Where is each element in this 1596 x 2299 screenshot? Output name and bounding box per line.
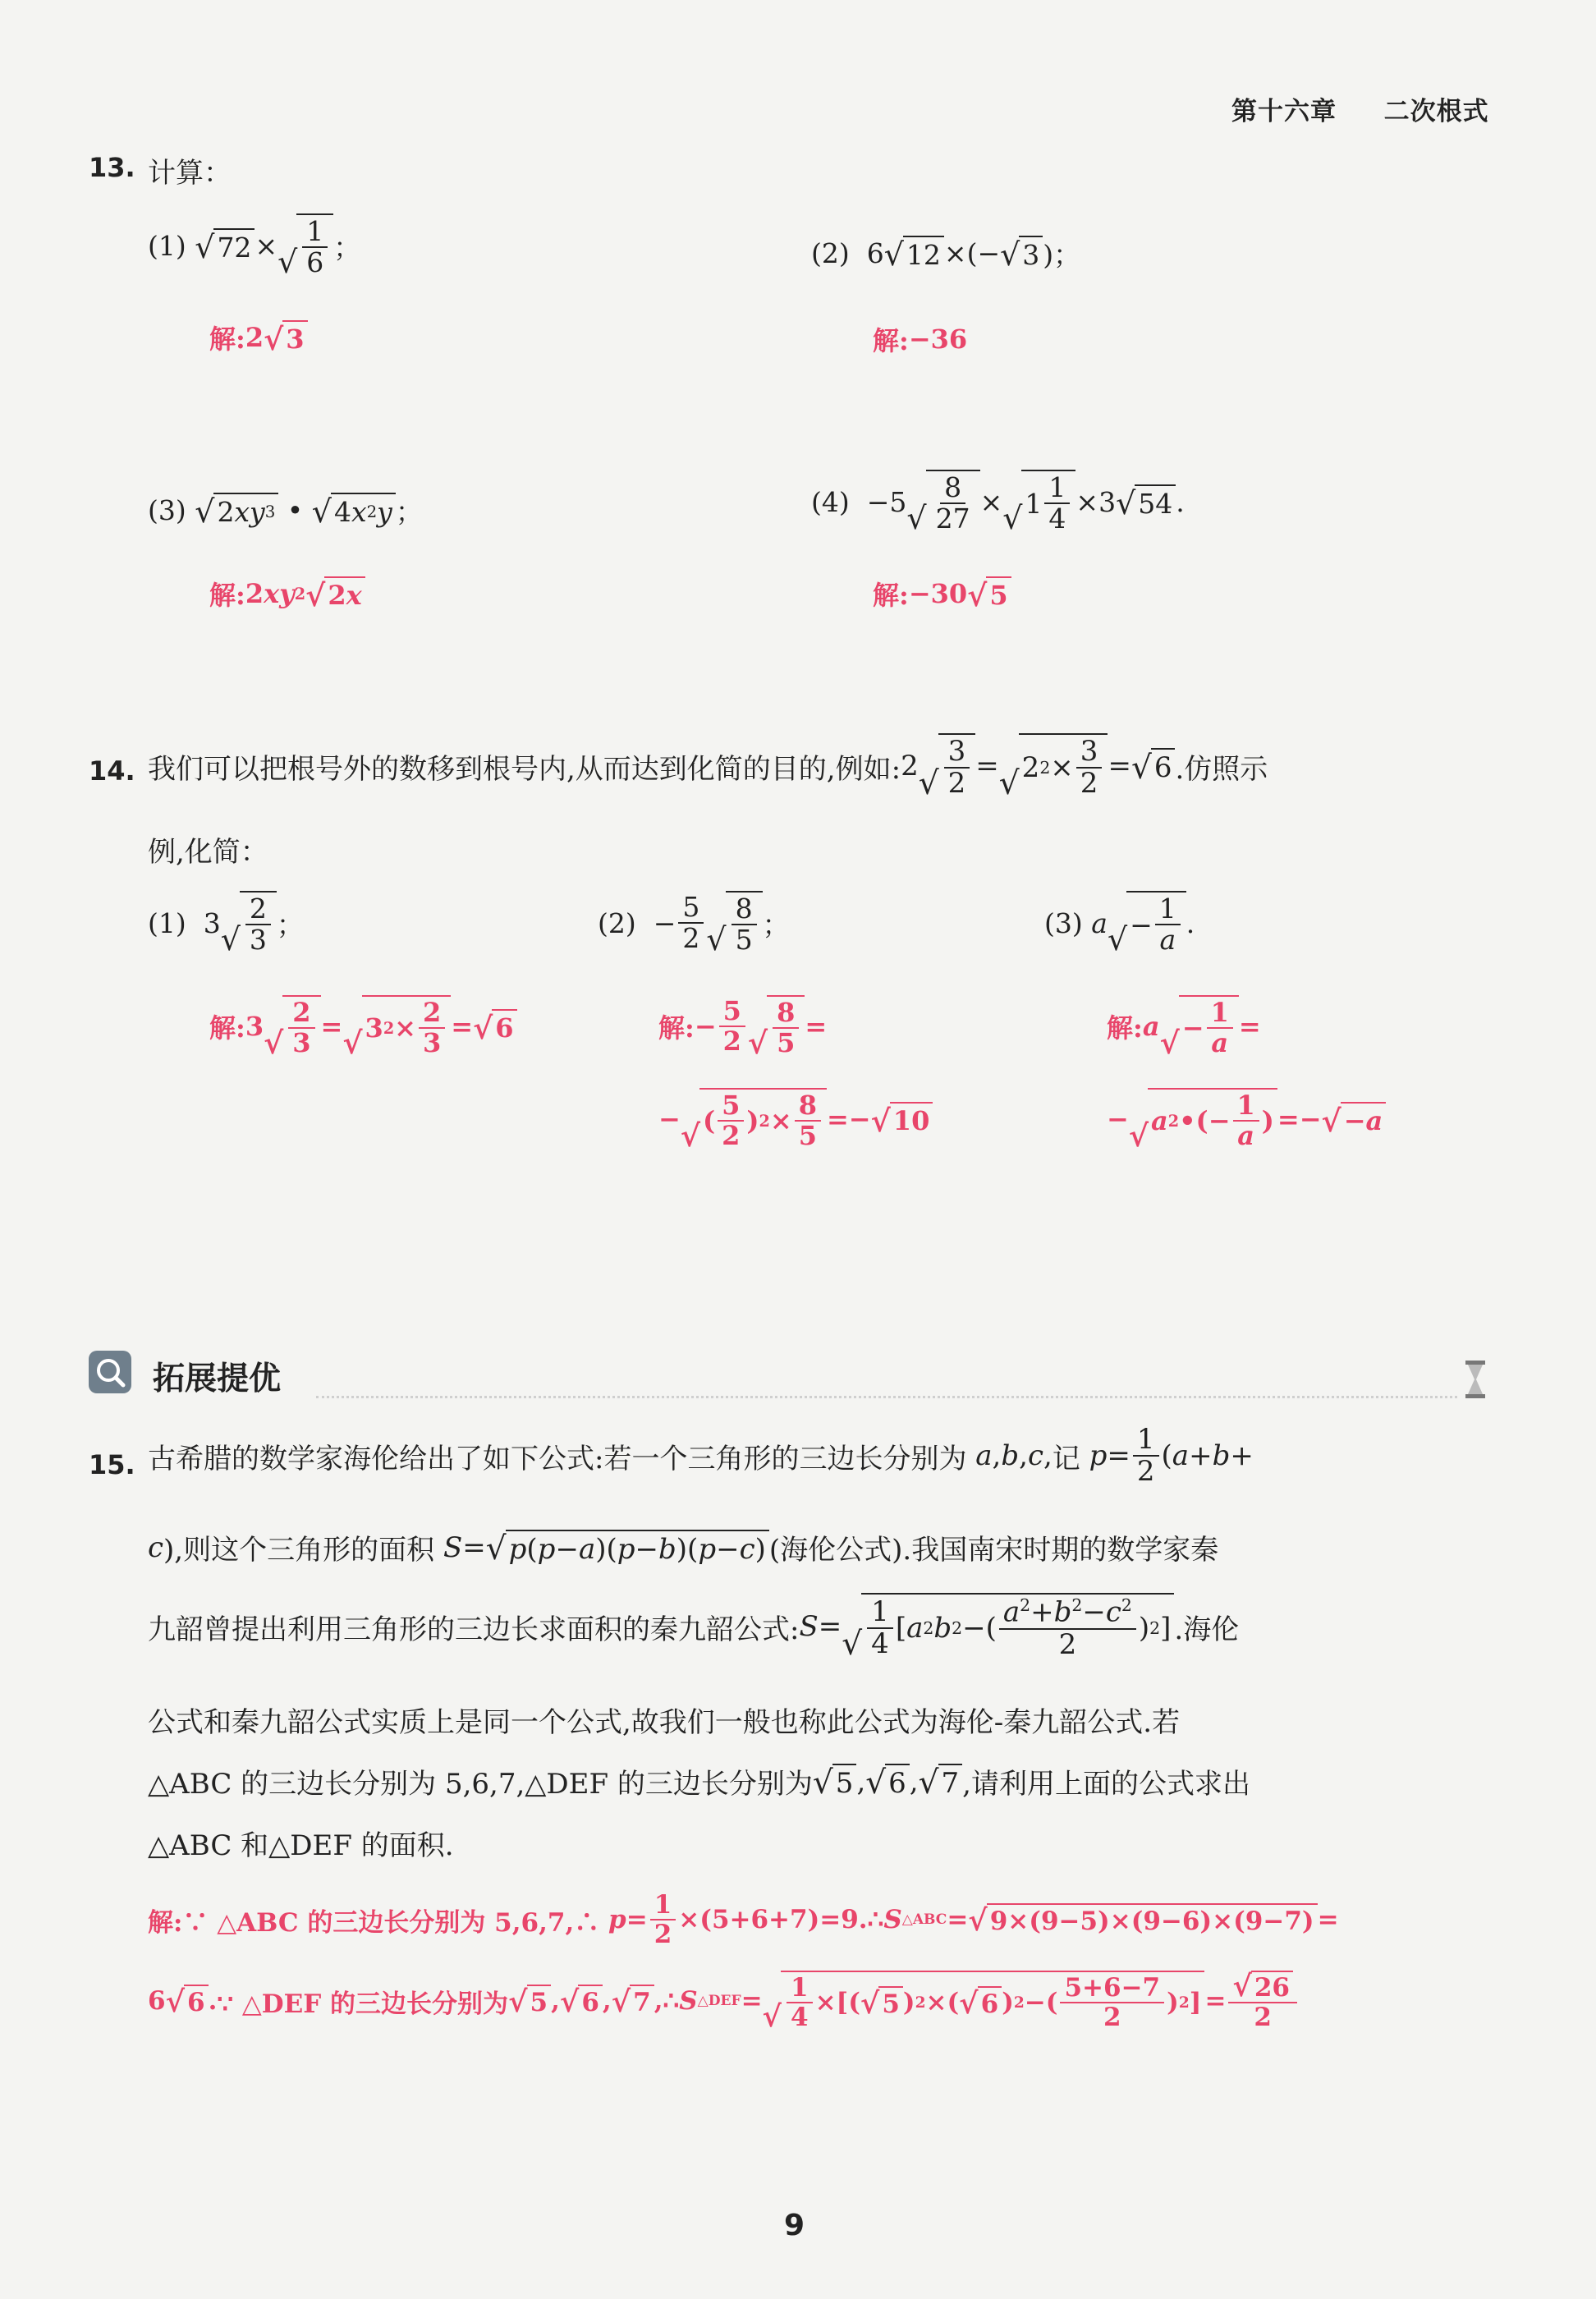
q14-intro: 我们可以把根号外的数移到根号内,从而达到化简的目的,例如: (148, 752, 901, 786)
q15-line5: △ABC 的三边长分别为 5,6,7,△DEF 的三边长分别为 √ 5 , √ 6 , √ 7 ,请利用上面的公式求出 (148, 1761, 1250, 1801)
q14-text-line2: 例,化简： (148, 836, 268, 869)
q13-ans4-prefix: 解: (873, 580, 909, 611)
q14-text-line1: 我们可以把根号外的数移到根号内,从而达到化简的目的,例如: 2 √ $\frac{3}{2}$ = √ 2 2 × $\frac{3}{2}$ = √ 6 .仿照示 (148, 735, 1268, 802)
q13-p1-label: (1) (148, 229, 186, 262)
q13-answer3: 解: 2 xy 2 √ 2 x (209, 575, 365, 613)
chapter-label: 第十六章 (1231, 97, 1337, 126)
magnifier-icon (89, 1351, 131, 1393)
q15-line1-b: 记 (1052, 1442, 1080, 1475)
q15-ans-line1-a: 解:∵ △ABC 的三边长分别为 5,6,7,∴ (148, 1907, 600, 1938)
q14-part2: (2) − $\frac{5}{2}$ √ $\frac{8}{5}$ ； (598, 891, 790, 957)
q14-ans3-prefix: 解: (1107, 1012, 1143, 1044)
q13-ans2-prefix: 解: (873, 325, 909, 356)
q15-line4: 公式和秦九韶公式实质上是同一个公式,故我们一般也称此公式为海伦-秦九韶公式.若 (148, 1706, 1181, 1739)
q14-p1-label: (1) (148, 906, 186, 939)
q14-answer3-line1: 解: a √ − $\frac{1}{a}$ = (1107, 997, 1261, 1061)
q15-line3-b: .海伦 (1174, 1613, 1240, 1646)
q14-answer2-line1: 解: − $\frac{5}{2}$ √ $\frac{8}{5}$ = (658, 995, 828, 1061)
q13-part4: (4) −5 √ $\frac{8}{27}$ × √ 1 $\frac{1}{4}$ ×3 √ 54 . (811, 471, 1185, 536)
q14-answer3-line2: − √ a 2 •(− $\frac{1}{a}$ ) =− √ − a (1107, 1088, 1386, 1150)
q15-answer-line1: 解:∵ △ABC 的三边长分别为 5,6,7,∴ p = $\frac{1}{2}$ ×(5+6+7)=9.∴ S △ABC = √ 9×(9−5)×(9−6)×(9−7) = (148, 1890, 1339, 1950)
section-title: 拓展提优 (153, 1361, 282, 1397)
q15-line5-a: △ABC 的三边长分别为 5,6,7,△DEF 的三边长分别为 (148, 1768, 813, 1801)
q14-number: 14. (89, 755, 135, 787)
q14-part1: (1) 3 √ $\frac{2}{3}$ ； (148, 893, 304, 957)
q13-part3: (3) √ 2 xy 3 • √ 4 x 2 y ； (148, 493, 423, 530)
hourglass-icon (1463, 1359, 1488, 1400)
q13-part2: (2) 6 √ 12 ×(− √ 3 )； (811, 236, 1081, 273)
q13-p4-label: (4) (811, 485, 850, 518)
q15-line1-text: 古希腊的数学家海伦给出了如下公式:若一个三角形的三边长分别为 (148, 1442, 967, 1475)
q15-number: 15. (89, 1449, 135, 1480)
q15-line3: 九韶曾提出利用三角形的三边长求面积的秦九韶公式: S = √ $\frac{1}{4}$ [ a 2 b 2 −( $\frac{a^2+b^2-c^2}{2}$ ) 2 ] .海伦 (148, 1593, 1239, 1660)
q15-line2: c ),则这个三角形的面积 S = √ p ( p − a )( p − b )( p − c ) (海伦公式).我国南宋时期的数学家秦 (148, 1527, 1218, 1567)
chapter-title: 二次根式 (1383, 97, 1489, 126)
q15-line2-a: ),则这个三角形的面积 (163, 1534, 435, 1567)
page-number: 9 (784, 2209, 805, 2242)
q15-line1: 古希腊的数学家海伦给出了如下公式:若一个三角形的三边长分别为 a , b , c , 记 p = $\frac{1}{2}$ ( a + b + (148, 1423, 1254, 1489)
q15-ans-line2-b: ∵ △DEF 的三边长分别为 (217, 1989, 509, 2019)
q13-part1: (1) √ 72 × √ $\frac{1}{6}$ ； (148, 215, 361, 280)
q13-ans3-prefix: 解: (209, 580, 245, 611)
q13-ans1-prefix: 解: (209, 324, 245, 355)
section-divider (316, 1396, 1457, 1398)
q14-p3-label: (3) (1044, 906, 1083, 939)
q14-ans1-prefix: 解: (209, 1012, 245, 1044)
q15-line3-a: 九韶曾提出利用三角形的三边长求面积的秦九韶公式: (148, 1613, 800, 1646)
q13-answer4: 解: −30 √ 5 (873, 575, 1011, 613)
chapter-header (1231, 90, 1489, 127)
q13-p3-label: (3) (148, 494, 186, 526)
q14-intro-end: .仿照示 (1175, 752, 1268, 786)
q13-answer1: 解: 2 √ 3 (209, 319, 308, 356)
q15-line6: △ABC 和△DEF 的面积. (148, 1829, 454, 1862)
q13-ans1-value: 2 (245, 322, 264, 353)
q13-ans2-value: −36 (908, 324, 968, 355)
q14-p2-label: (2) (598, 906, 636, 939)
q13-number: 13. (89, 152, 135, 183)
q13-answer2 (873, 320, 967, 358)
q14-answer1: 解: 3 √ $\frac{2}{3}$ = √ 3 2 × $\frac{2}{3}$ = √ 6 (209, 995, 517, 1058)
q15-line2-b: (海伦公式).我国南宋时期的数学家秦 (768, 1534, 1219, 1567)
q13-ans4-value: −30 (908, 578, 968, 609)
q15-answer-line2: 6 √ 6 . ∵ △DEF 的三边长分别为 √ 5 , √ 6 , √ 7 ,∴ S △DEF = √ $\frac{1}{4}$ ×[( √ 5 ) 2 ×( √ 6 ) 2 −( $\frac{5+6-7}{2}$ ) 2 ] = √ 26 2 (148, 1971, 1300, 2031)
q14-ans2-prefix: 解: (658, 1012, 695, 1044)
q13-p2-label: (2) (811, 237, 850, 269)
q13-prompt: 计算： (148, 157, 232, 190)
q14-part3: (3) a √ − $\frac{1}{a}$ . (1044, 893, 1195, 957)
q15-line5-b: ,请利用上面的公式求出 (962, 1768, 1250, 1801)
q14-answer2-line2: − √ ( $\frac{5}{2}$ ) 2 × $\frac{8}{5}$ =− √ 10 (658, 1088, 933, 1150)
